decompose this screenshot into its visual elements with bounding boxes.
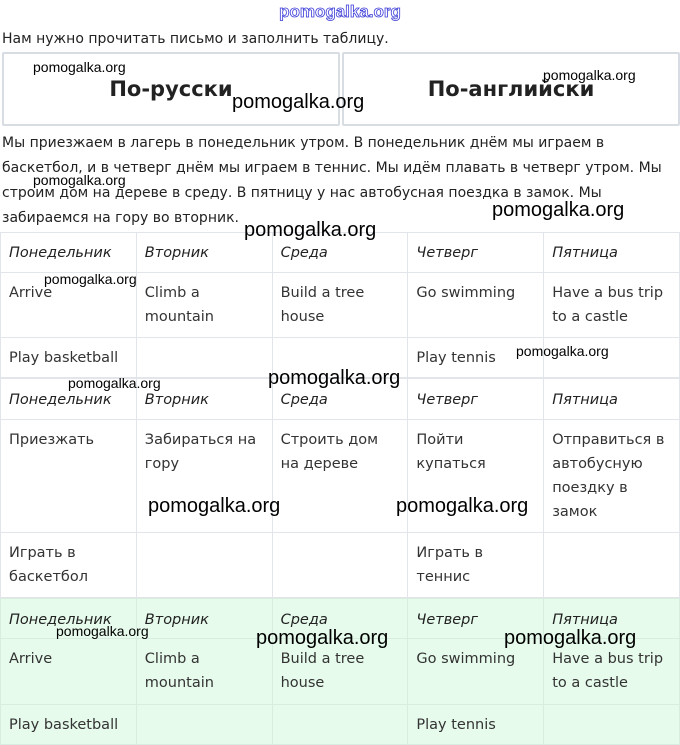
table-row — [1, 420, 680, 533]
tab-russian[interactable]: По-русски — [2, 52, 340, 126]
watermark: pomogalka.org — [148, 495, 281, 517]
header-friday: Пятница — [544, 599, 680, 639]
table-cell: Go swimming — [408, 273, 544, 338]
watermark: pomogalka.org — [244, 219, 377, 241]
watermark: pomogalka.org — [33, 59, 126, 75]
watermark: pomogalka.org — [56, 623, 149, 639]
table-cell: Have a bus trip to a castle — [544, 639, 680, 705]
table-cell: Забираться на гору — [136, 420, 272, 533]
watermark: pomogalka.org — [232, 91, 365, 113]
task-intro: Нам нужно прочитать письмо и заполнить таблицу. — [2, 31, 389, 47]
table-cell: Climb a mountain — [136, 639, 272, 705]
watermark: pomogalka.org — [33, 172, 126, 188]
table-cell: Build a tree house — [272, 639, 408, 705]
table-cell: Отправиться в автобусную поездку в замок — [544, 420, 680, 533]
header-monday: Понедельник — [1, 233, 137, 273]
schedule-table-answer — [0, 598, 680, 745]
header-monday: Понедельник — [1, 599, 137, 639]
header-monday: Понедельник — [1, 379, 137, 420]
table-row — [1, 533, 680, 598]
table-cell — [272, 533, 408, 598]
watermark: pomogalka.org — [68, 375, 161, 391]
table-cell: Build a tree house — [272, 273, 408, 338]
header-thursday: Четверг — [408, 599, 544, 639]
table-cell — [544, 705, 680, 745]
watermark: pomogalka.org — [268, 367, 401, 389]
letter-line: баскетбол, и в четверг днём мы играем в теннис. Мы идём плавать в четверг утром. Мы — [2, 160, 662, 176]
watermark: pomogalka.org — [543, 67, 636, 83]
table-cell: Play basketball — [1, 338, 137, 378]
table-cell: Have a bus trip to a castle — [544, 273, 680, 338]
header-wednesday: Среда — [272, 599, 408, 639]
table-cell: Пойти купаться — [408, 420, 544, 533]
site-logo[interactable]: pomogalka.org — [279, 2, 401, 21]
table-cell: Go swimming — [408, 639, 544, 705]
table-cell: Play basketball — [1, 705, 137, 745]
table-cell — [136, 705, 272, 745]
table-cell — [136, 533, 272, 598]
table-cell: Играть в теннис — [408, 533, 544, 598]
header-tuesday: Вторник — [136, 379, 272, 420]
header-tuesday: Вторник — [136, 599, 272, 639]
header-wednesday: Среда — [272, 233, 408, 273]
table-cell — [136, 338, 272, 378]
table-cell: Arrive — [1, 273, 137, 338]
header-thursday: Четверг — [408, 379, 544, 420]
table-cell: Arrive — [1, 639, 137, 705]
table-cell — [272, 705, 408, 745]
header-wednesday: Среда — [272, 379, 408, 420]
header-thursday: Четверг — [408, 233, 544, 273]
table-cell — [544, 533, 680, 598]
schedule-table-russian — [0, 378, 680, 598]
letter-line: строим дом на дереве в среду. В пятницу у нас автобусная поездка в замок. Мы — [2, 185, 602, 201]
watermark: pomogalka.org — [44, 271, 137, 287]
table-cell: Приезжать — [1, 420, 137, 533]
watermark: pomogalka.org — [396, 495, 529, 517]
watermark: pomogalka.org — [516, 343, 609, 359]
table-cell: Climb a mountain — [136, 273, 272, 338]
table-row — [1, 705, 680, 745]
tab-english[interactable]: По-английски — [342, 52, 680, 126]
watermark: pomogalka.org — [504, 627, 637, 649]
table-cell: Play tennis — [408, 705, 544, 745]
watermark: pomogalka.org — [256, 627, 389, 649]
letter-line: забираемся на гору во вторник. — [2, 210, 239, 226]
watermark: pomogalka.org — [492, 199, 625, 221]
header-friday: Пятница — [544, 379, 680, 420]
header-friday: Пятница — [544, 233, 680, 273]
header-tuesday: Вторник — [136, 233, 272, 273]
table-cell: Строить дом на дереве — [272, 420, 408, 533]
letter-line: Мы приезжаем в лагерь в понедельник утром. В понедельник днём мы играем в — [2, 135, 605, 151]
table-cell: Играть в баскетбол — [1, 533, 137, 598]
table-cell: Play tennis — [408, 338, 544, 378]
